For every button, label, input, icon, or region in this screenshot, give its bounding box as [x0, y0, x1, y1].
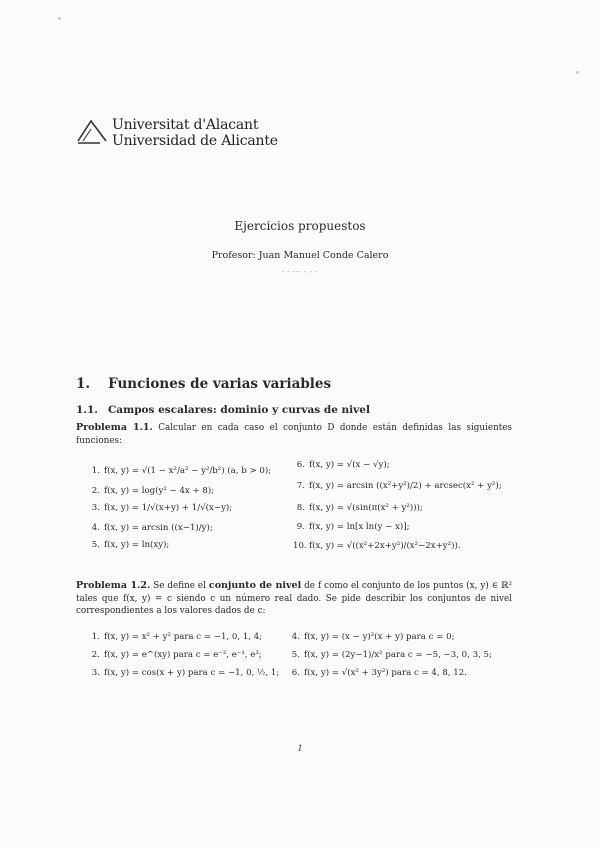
university-name-spanish: Universidad de Alicante	[112, 133, 278, 149]
section-number: 1.	[76, 376, 91, 392]
scan-speck	[576, 71, 579, 74]
university-name	[112, 117, 278, 149]
professor-name: Profesor: Juan Manuel Conde Calero	[211, 250, 389, 261]
section-heading	[76, 376, 331, 392]
list-item: 2. f(x, y) = log(y² − 4x + 8);	[91, 486, 215, 496]
university-logo-icon	[76, 117, 110, 149]
list-item: 6. f(x, y) = √(x² + 3y²) para c = 4, 8, 12.	[291, 668, 467, 678]
list-item: 2. f(x, y) = e^(xy) para c = e⁻², e⁻¹, e³;	[91, 650, 262, 660]
section-title: Funciones de varias variables	[108, 376, 332, 392]
problem-1-text: Calcular en cada caso el conjunto D donde están definidas las siguientes funciones:	[76, 423, 512, 446]
page-number: 1	[297, 744, 303, 753]
list-item: 1. f(x, y) = √(1 − x²/a² − y²/b²) (a, b > 0);	[91, 466, 272, 476]
university-name-valencian: Universitat d'Alacant	[112, 117, 259, 133]
problem-1-statement	[76, 422, 512, 447]
list-item: 4. f(x, y) = (x − y)²(x + y) para c = 0;	[291, 632, 455, 642]
list-item: 3. f(x, y) = 1/√(x+y) + 1/√(x−y);	[91, 503, 233, 513]
list-item: 5. f(x, y) = ln(xy);	[91, 540, 170, 550]
list-item: 5. f(x, y) = (2y−1)/x² para c = −5, −3, 0, 3, 5;	[291, 650, 492, 660]
list-item: 4. f(x, y) = arcsin ((x−1)/y);	[91, 523, 213, 533]
problem-2-label: Problema 1.2.	[76, 580, 151, 591]
list-item: 7. f(x, y) = arcsin ((x²+y²)/2) + arcsec(x² + y²);	[296, 481, 502, 491]
list-item: 3. f(x, y) = cos(x + y) para c = −1, 0, ½, 1;	[91, 668, 280, 678]
problem-2-statement: Problema 1.2. Se define el conjunto de nivel de f como el conjunto de los puntos (x, y) ∈ ℝ² tales que f(x, y) = c siendo c un número real dado. Se pide describir los conjuntos de nivel correspondientes a los valores dados de c:	[76, 580, 513, 616]
separator: - - -·- - - -	[281, 268, 319, 276]
document-title: Ejercicios propuestos	[234, 219, 366, 233]
problem-1-label: Problema 1.1.	[76, 422, 153, 433]
list-item: 8. f(x, y) = √(sin(π(x² + y²)));	[296, 503, 423, 513]
subsection-title: Campos escalares: dominio y curvas de nivel	[107, 404, 370, 416]
defined-term: conjunto de nivel	[208, 580, 302, 591]
subsection-heading	[76, 404, 370, 416]
scan-speck	[58, 17, 61, 20]
list-item: 6. f(x, y) = √(x − √y);	[296, 460, 390, 470]
list-item: 10. f(x, y) = √((x²+2x+y²)/(x²−2x+y²)).	[293, 541, 461, 551]
subsection-number: 1.1.	[76, 404, 98, 416]
list-item: 1. f(x, y) = x² + y² para c = −1, 0, 1, 4;	[91, 632, 263, 642]
list-item: 9. f(x, y) = ln[x ln(y − x)];	[296, 522, 410, 532]
